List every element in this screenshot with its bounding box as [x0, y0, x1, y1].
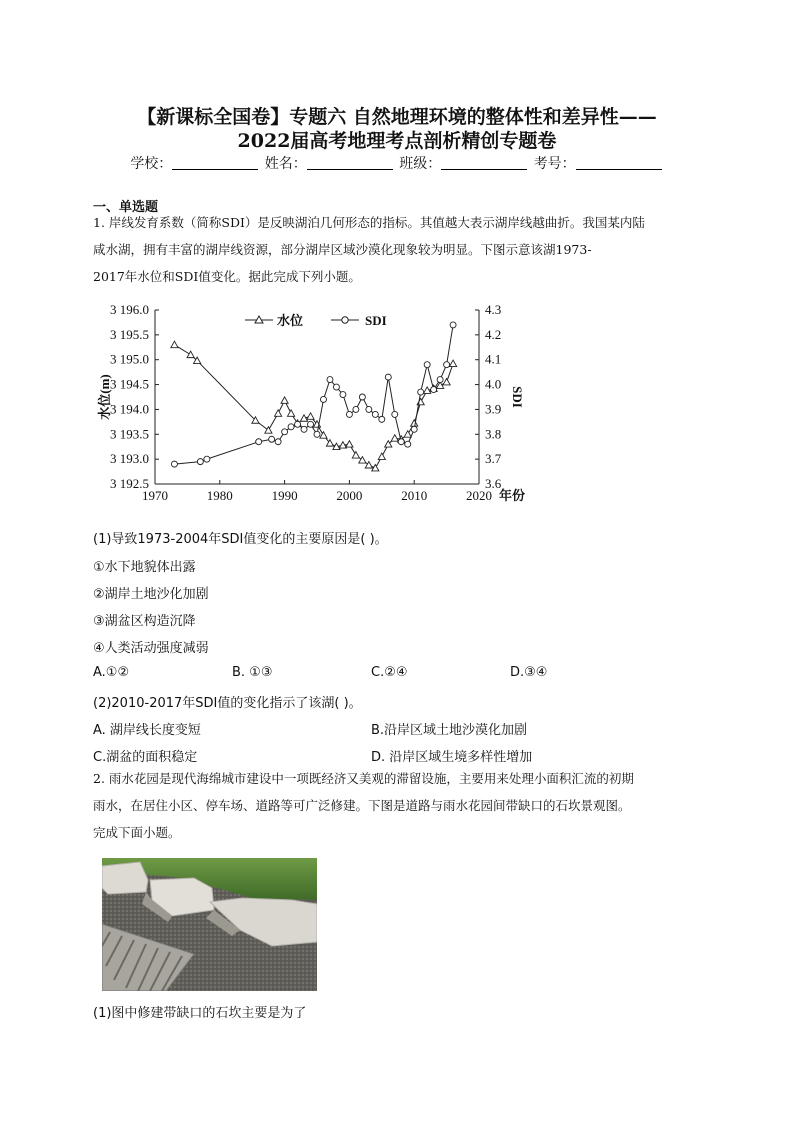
sdi-point [411, 426, 417, 432]
series-line-water-level [174, 345, 453, 468]
y-right-tick-label: 4.2 [485, 326, 502, 342]
y-left-tick-label: 3 195.0 [110, 351, 149, 367]
sdi-point [405, 441, 411, 447]
y-left-tick-label: 3 195.5 [110, 326, 149, 342]
y-left-axis-title: 水位(m) [97, 374, 112, 420]
q2-stem-line-2: 雨水，在居住小区、停车场、道路等可广泛修建。下图是道路与雨水花园间带缺口的石坎景观图。 [93, 798, 631, 813]
y-left-tick-label: 3 196.0 [110, 302, 149, 317]
q1-stem-line-2: 咸水湖，拥有丰富的湖岸线资源，部分湖岸区域沙漠化现象较为明显。下图示意该湖1973- [93, 242, 592, 257]
section-heading: 一、单选题 [93, 200, 159, 215]
water-level-point [391, 435, 398, 441]
q1-stem-line-3: 2017年水位和SDI值变化。据此完成下列小题。 [93, 269, 361, 284]
q1-stem-line-1: 1. 岸线发育系数（简称SDI）是反映湖泊几何形态的指标。其值越大表示湖岸线越曲折。我国某内陆 [93, 215, 645, 230]
x-tick-label: 1970 [142, 488, 168, 503]
y-left-tick-label: 3 193.0 [110, 451, 149, 467]
q2-sub1-question: (1)图中修建带缺口的石坎主要是为了 [93, 1006, 307, 1021]
exam-no-label: 考号： [533, 156, 576, 172]
q1-sub1-item-3: ③湖盆区构造沉降 [93, 614, 196, 629]
q1-sub2-option-a[interactable]: A. 湖岸线长度变短 [93, 723, 201, 738]
water-level-point [281, 397, 288, 403]
water-level-point [171, 341, 178, 347]
y-right-tick-label: 4.0 [485, 376, 502, 392]
q2-stem-line-1: 2. 雨水花园是现代海绵城市建设中一项既经济又美观的滞留设施，主要用来处理小面积汇流的初期 [93, 771, 634, 786]
y-right-tick-label: 3.7 [485, 451, 502, 467]
paper-title-line-2: 2022届高考地理考点剖析精创专题卷 [237, 130, 557, 152]
y-left-tick-label: 3 193.5 [110, 426, 149, 442]
sdi-point [359, 394, 365, 400]
sdi-point [398, 439, 404, 445]
water-level-point [275, 410, 282, 416]
x-tick-label: 1980 [206, 488, 233, 503]
sdi-point [392, 411, 398, 417]
q1-sub2-question: (2)2010-2017年SDI值的变化指示了该湖( )。 [93, 696, 362, 711]
q1-sub1-item-2: ②湖岸土地沙化加剧 [93, 587, 209, 602]
legend-sdi-marker [342, 317, 348, 323]
sdi-point [353, 406, 359, 412]
water-level-point [443, 378, 450, 384]
sdi-point [295, 421, 301, 427]
sdi-point [320, 396, 326, 402]
rain-garden-curb-photo [102, 858, 317, 991]
q1-sub1-option-d[interactable]: D.③④ [510, 665, 548, 680]
sdi-point [385, 374, 391, 380]
sdi-point [288, 424, 294, 430]
sdi-point [379, 416, 385, 422]
legend-sdi-label: SDI [365, 313, 387, 328]
x-tick-label: 2000 [336, 488, 363, 503]
sdi-point [431, 387, 437, 393]
water-level-point [359, 457, 366, 463]
y-right-tick-label: 3.8 [485, 426, 502, 442]
q1-sub1-option-b[interactable]: B. ①③ [232, 665, 273, 680]
photo-illustration [102, 858, 317, 991]
sdi-point [275, 439, 281, 445]
water-level-sdi-chart [95, 298, 535, 518]
sdi-point [256, 439, 262, 445]
sdi-point [197, 459, 203, 465]
sdi-point [327, 377, 333, 383]
q1-sub1-item-1: ①水下地貌体出露 [93, 560, 196, 575]
water-level-point [404, 431, 411, 437]
q1-sub1-option-c[interactable]: C.②④ [371, 665, 408, 680]
chart-plot [97, 302, 525, 503]
legend-water-level-label: 水位 [277, 313, 304, 328]
sdi-point [171, 461, 177, 467]
q1-sub2-option-c[interactable]: C.湖盆的面积稳定 [93, 750, 198, 765]
class-label: 班级： [399, 156, 442, 172]
y-right-tick-label: 4.1 [485, 351, 502, 367]
q1-sub1-option-a[interactable]: A.①② [93, 665, 130, 680]
sdi-point [204, 456, 210, 462]
sdi-point [282, 429, 288, 435]
sdi-point [366, 406, 372, 412]
y-left-tick-label: 3 194.5 [110, 376, 149, 392]
student-info-row [0, 153, 794, 173]
water-level-point [378, 453, 385, 459]
school-field[interactable] [172, 156, 258, 170]
water-level-point [411, 420, 418, 426]
x-axis-label: 年份 [499, 488, 526, 503]
name-field[interactable] [307, 156, 393, 170]
sdi-point [333, 384, 339, 390]
x-tick-label: 2020 [466, 488, 492, 503]
y-left-tick-label: 3 194.0 [110, 401, 149, 417]
water-level-point [287, 410, 294, 416]
water-level-point [365, 462, 372, 468]
series-line-sdi [174, 325, 453, 464]
school-label: 学校： [130, 156, 173, 172]
sdi-point [269, 436, 275, 442]
q1-sub1-question: (1)导致1973-2004年SDI值变化的主要原因是( )。 [93, 532, 388, 547]
x-tick-label: 1990 [271, 488, 298, 503]
sdi-point [418, 389, 424, 395]
y-right-tick-label: 3.6 [485, 476, 502, 491]
name-label: 姓名： [264, 156, 307, 172]
q1-sub1-item-4: ④人类活动强度减弱 [93, 641, 209, 656]
water-level-point [187, 351, 194, 357]
water-level-point [346, 441, 353, 447]
sdi-point [444, 362, 450, 368]
q1-sub2-option-d[interactable]: D. 沿岸区域生境多样性增加 [371, 750, 533, 765]
sdi-point [314, 431, 320, 437]
paper-title-line-1: 【新课标全国卷】专题六 自然地理环境的整体性和差异性—— [137, 106, 657, 128]
sdi-point [450, 322, 456, 328]
y-left-tick-label: 3 192.5 [110, 476, 149, 491]
sdi-point [346, 411, 352, 417]
water-level-point [320, 432, 327, 438]
water-level-point [307, 413, 314, 419]
water-level-point [265, 427, 272, 433]
sdi-point [301, 426, 307, 432]
y-right-tick-label: 3.9 [485, 401, 502, 417]
sdi-point [308, 421, 314, 427]
sdi-point [437, 377, 443, 383]
y-right-tick-label: 4.3 [485, 302, 502, 317]
x-tick-label: 2010 [401, 488, 428, 503]
y-right-axis-title: SDI [510, 386, 525, 408]
exam-no-field[interactable] [576, 156, 662, 170]
water-level-point [449, 360, 456, 366]
class-field[interactable] [441, 156, 527, 170]
q2-stem-line-3: 完成下面小题。 [93, 825, 181, 840]
sdi-point [372, 411, 378, 417]
sdi-point [340, 392, 346, 398]
water-level-point [352, 452, 359, 458]
q1-sub2-option-b[interactable]: B.沿岸区域土地沙漠化加剧 [371, 723, 528, 738]
sdi-point [424, 362, 430, 368]
